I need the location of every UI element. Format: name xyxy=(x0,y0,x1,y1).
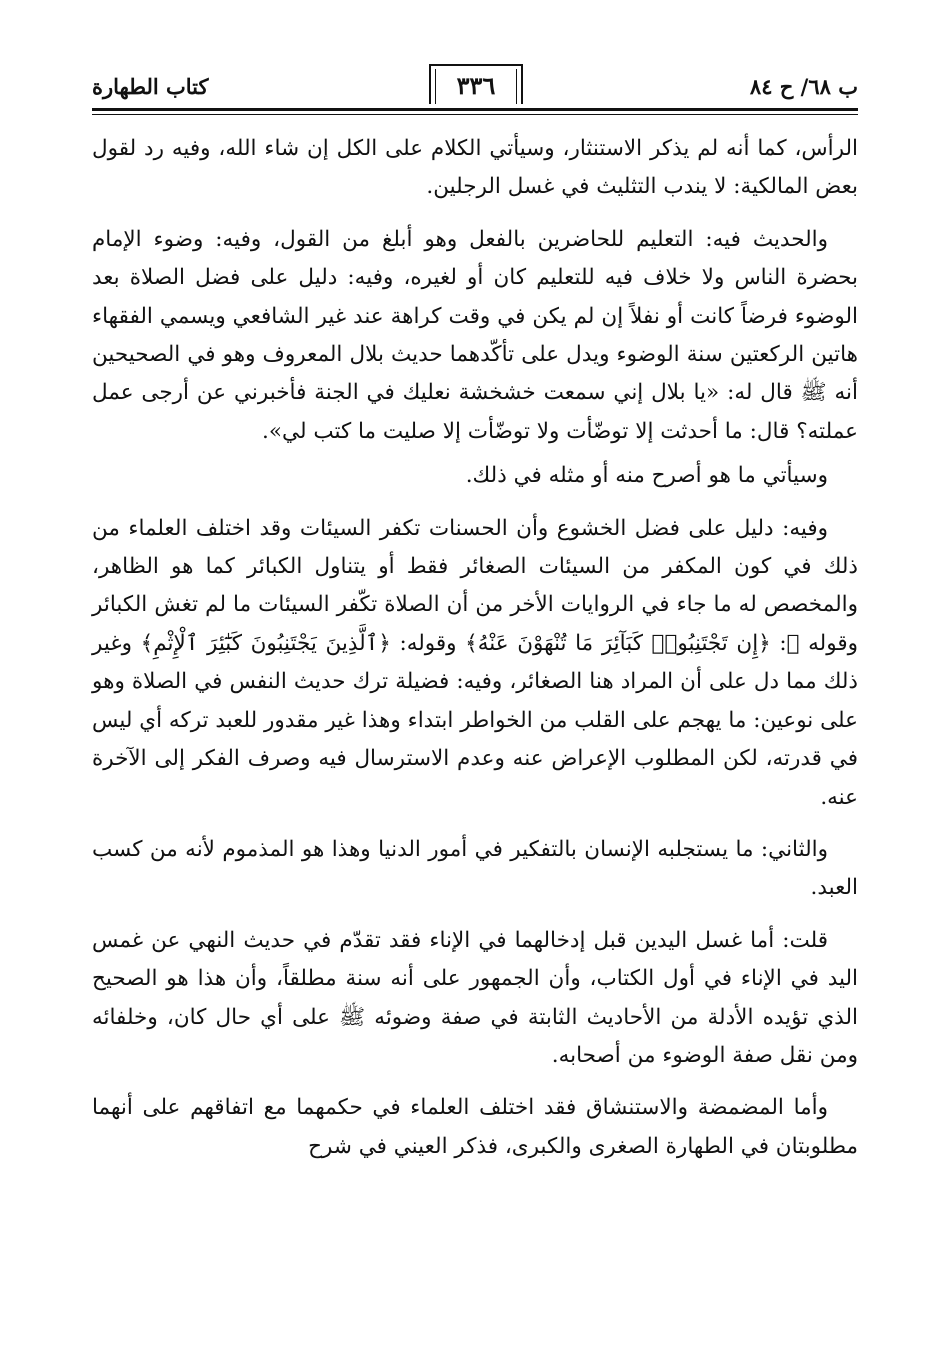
header-rule-thick xyxy=(92,108,858,111)
paragraph-5: والثاني: ما يستجلبه الإنسان بالتفكير في أمور الدنيا وهذا هو المذموم لأنه من كسب العبد. xyxy=(92,836,858,901)
chapter-reference: ب ٦٨/ ح ٨٤ xyxy=(749,74,858,99)
paragraph-4: وفيه: دليل على فضل الخشوع وأن الحسنات تكفر السيئات وقد اختلف العلماء من ذلك في كون المكفر من السيئات الصغائر فقط أو يتناول الكبائر كما هو الظاهر، والمخصص له ما جاء في الروايات الأخر من أن الصلاة تكّفر السيئات ما لم تغش الكبائر وقوله ﷻ: ﴿إِن تَجْتَنِبُوا۟ كَبَآئِرَ مَا تُنْهَوْنَ عَنْهُ﴾ وقوله: ﴿ٱلَّذِينَ يَجْتَنِبُونَ كَبَٰٓئِرَ ٱلْإِثْمِ﴾ وغير ذلك مما دل على أن المراد هنا الصغائر، وفيه: فضيلة ترك حديث النفس في الصلاة وهو على نوعين: ما يهجم على القلب من الخواطر ابتداء وهذا غير مقدور للعبد تركه أي ليس في قدرته، لكن المطلوب الإعراض عنه وعدم الاسترسال فيه وصرف الفكر إلى الآخرة عنه. xyxy=(92,515,858,810)
paragraph-2: والحديث فيه: التعليم للحاضرين بالفعل وهو أبلغ من القول، وفيه: وضوء الإمام بحضرة الناس ولا خلاف فيه للتعليم كان أو لغيره، وفيه: دليل على فضل الصلاة بعد الوضوء فرضاً كانت أو نفلاً إن لم يكن في وقت كراهة عند غير الشافعي ويسمي الفقهاء هاتين الركعتين سنة الوضوء ويدل على تأكّدهما حديث بلال المعروف وهو في الصحيحين أنه ﷺ قال له: «يا بلال إني سمعت خشخشة نعليك في الجنة فأخبرني عن أرجى عمل عملته؟ قال: ما أحدثت إلا توضّأت ولا توضّأت إلا صليت ما كتب لي». xyxy=(92,226,858,444)
page-header xyxy=(92,64,858,106)
page-number: ٣٣٦ xyxy=(456,71,496,100)
paragraph-1: الرأس، كما أنه لم يذكر الاستنثار، وسيأتي الكلام على الكل إن شاء الله، وفيه رد لقول بعض المالكية: لا يندب التثليث في غسل الرجلين. xyxy=(92,136,858,200)
page-number-box xyxy=(429,64,523,104)
paragraph-7: وأما المضمضة والاستنشاق فقد اختلف العلماء في حكمهما مع اتفاقهم على أنهما مطلوبتان في الطهارة الصغرى والكبرى، فذكر العيني في شرح xyxy=(92,1095,858,1159)
paragraph-3: وسيأتي ما هو أصرح منه أو مثله في ذلك. xyxy=(465,463,828,489)
page-body xyxy=(92,130,858,1172)
book-title: كتاب الطهارة xyxy=(92,74,209,99)
paragraph-6: قلت: أما غسل اليدين قبل إدخالهما في الإناء فقد تقدّم في حديث النهي عن غمس اليد في الإناء في أول الكتاب، وأن الجمهور على أنه سنة مطلقاً، وأن هذا هو الصحيح الذي تؤيده الأدلة من الأحاديث الثابتة في صفة وضوئه ﷺ على أي حال كان، وخلفائه ومن نقل صفة الوضوء من أصحابه. xyxy=(92,927,858,1068)
header-rule-thin xyxy=(92,114,858,115)
